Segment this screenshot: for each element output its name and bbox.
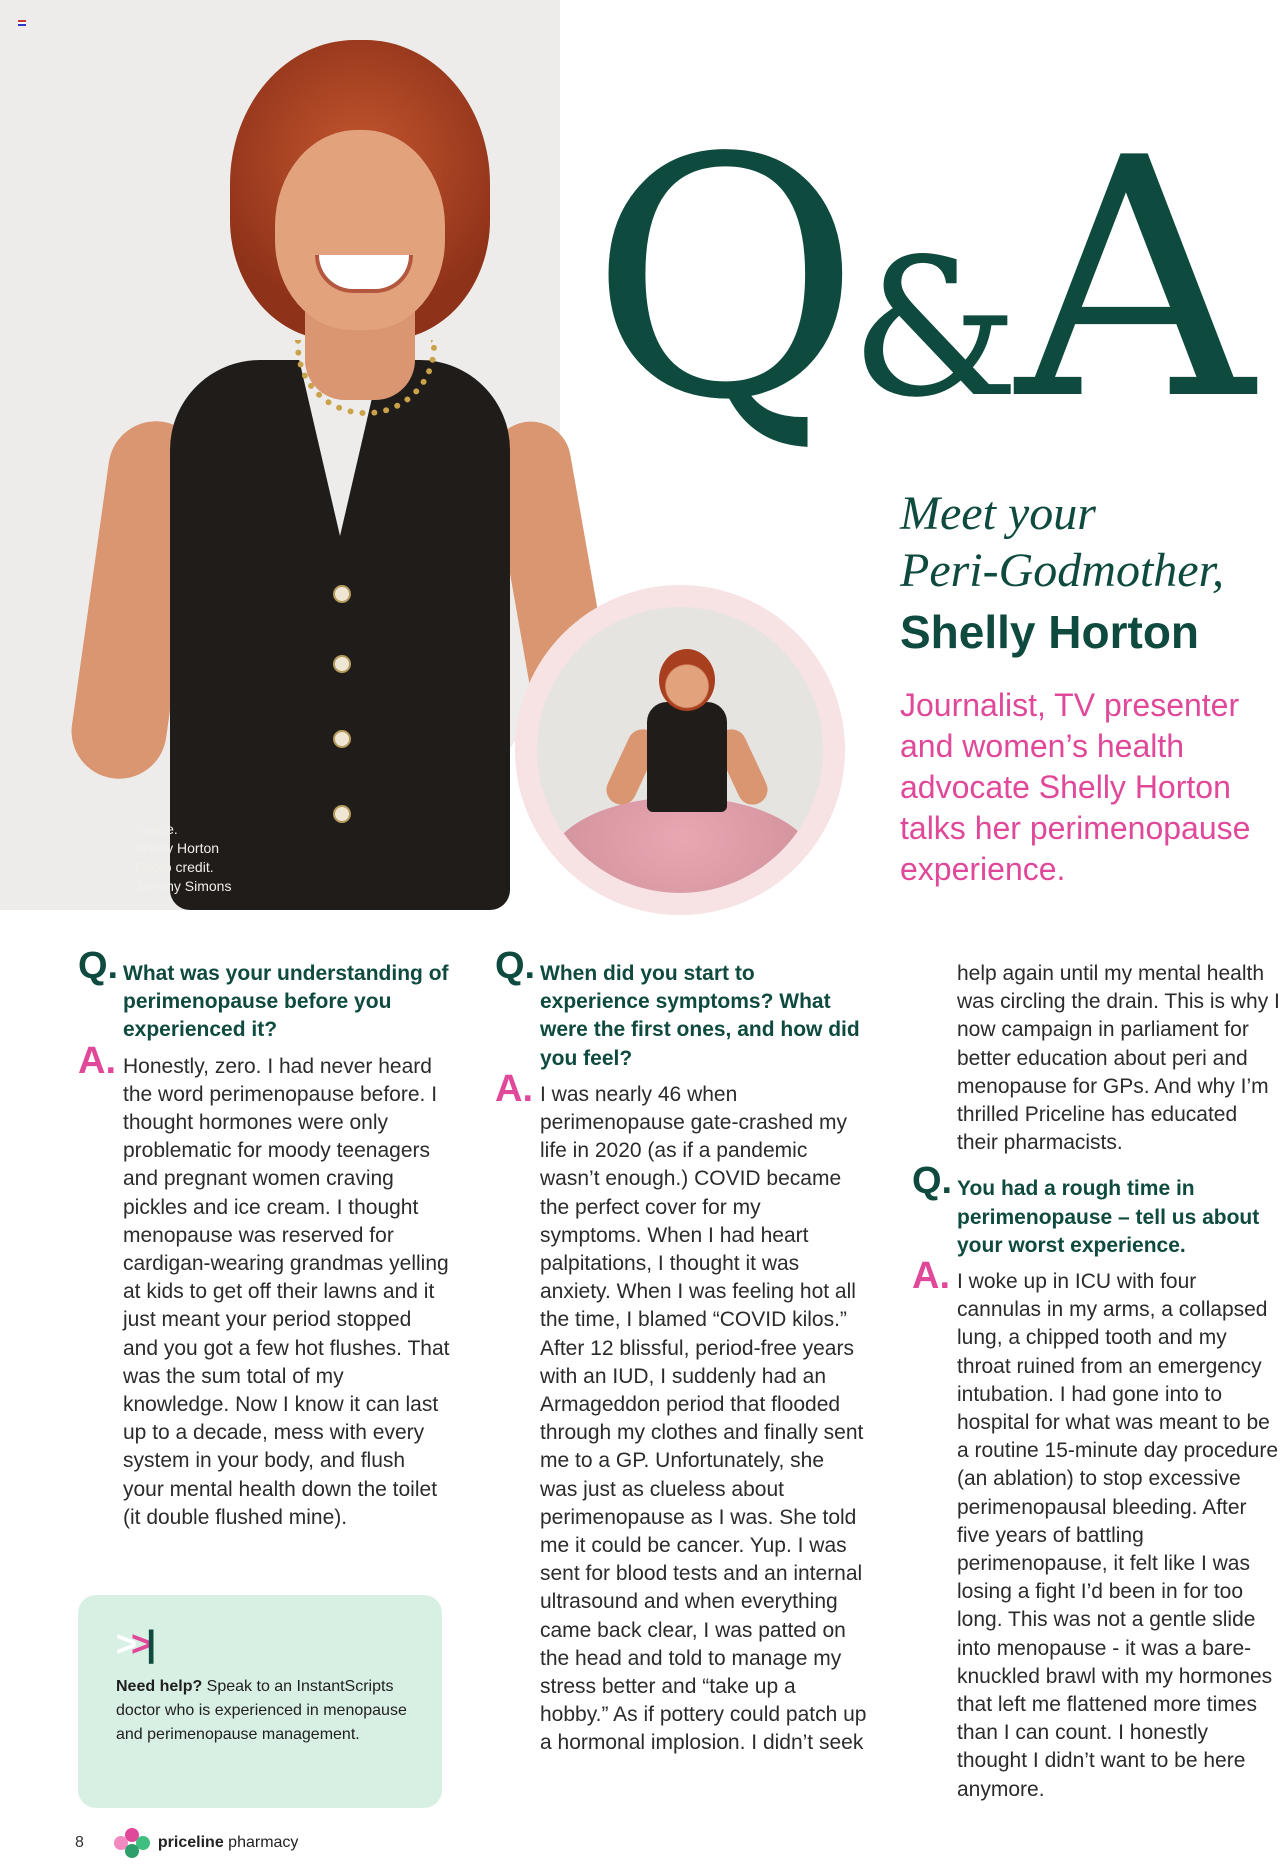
page-number: 8 [75,1834,84,1851]
brand-bold: priceline [157,1834,224,1851]
flag-icon [18,20,26,26]
title-amp: & [850,218,1016,439]
circle-photo-frame [515,585,845,915]
answer-marker: A. [912,1255,950,1298]
mini-head [659,649,715,711]
answer-text: Honestly, zero. I had never heard the word perimenopause before. I thought hormones were only problematic for moody teenagers and pregnant women craving pickles and ice cream. I thought menopause was reserved for cardigan-wearing grandmas yelling at kids to get off their lawns and it just meant your period stopped and you got a few hot flushes. That was the sum total of my knowledge. Now I know it can last up to a decade, mess with every system in your body, and flush your mental health down the toilet (it double flushed mine). [123,1054,450,1529]
question-text: What was your understanding of perimenopause before you experienced it? [123,962,449,1042]
vest-button [333,585,351,603]
answer-marker: A. [495,1067,533,1110]
question-marker: Q. [78,945,119,987]
circle-photo [537,607,823,893]
meet-line-2: Peri-Godmother, [900,544,1224,597]
question-marker: Q. [912,1160,953,1203]
arrow-next-icon: >>| [116,1623,151,1664]
intro-text: Journalist, TV presenter and women’s health advocate Shelly Horton talks her perimenopause experience. [900,687,1251,887]
qa-title [590,88,1245,472]
interviewee-name: Shelly Horton [900,606,1200,658]
mini-vest [647,702,727,812]
answer-text: I was nearly 46 when perimenopause gate-crashed my life in 2020 (as if a pandemic wasn’t enough.) COVID became the perfect cover for my symptoms. When I had heart palpitations, I thought it was anxiety. When I was feeling hot all the time, I blamed “COVID kilos.” After 12 blissful, period-free years with an IUD, I suddenly had an Armageddon period that flooded through my clothes and finally sent me to a GP. Unfortunately, she was just as clueless about perimenopause as I was. She told me it could be cancer. Yup. I was sent for blood tests and an internal ultrasound and when everything came back clear, I was patted on the head and told to manage my stress better and “take up a hobby.” As if pottery could patch up a hormonal implosion. I didn’t seek [540,1082,867,1755]
title-q: Q [590,88,851,472]
brand-rest: pharmacy [223,1834,299,1851]
title-a: A [1015,88,1245,472]
answer-text: help again until my mental health was circling the drain. This is why I now campaign in parliament for better education about peri and menopause for GPs. And why I’m thrilled Priceline has educated their pharmacists. [957,962,1280,1155]
priceline-cross-logo [114,1828,150,1858]
question-block [912,1160,1280,1260]
answer-marker: A. [78,1039,116,1082]
portrait-face [275,130,445,330]
help-bold: Need help? [116,1678,203,1695]
meet-line-1: Meet your [900,487,1096,540]
answer-block [495,1067,867,1758]
photo-credit [135,820,231,896]
credit-line: Photo credit. [135,859,214,875]
credit-line: Shelly Horton [135,840,220,856]
question-block [78,945,450,1045]
question-text: You had a rough time in perimenopause – tell us about your worst experience. [957,1177,1260,1257]
answer-text: I woke up in ICU with four cannulas in my arms, a collapsed lung, a chipped tooth and my throat ruined from an emergency intubation. I had gone into to hospital for what was meant to be a routine 15-minute day procedure (an ablation) to stop excessive perimenopausal bleeding. After five years of battling perimenopause, it felt like I was losing a fight I’d been in for too long. This was not a gentle slide into menopause - it was a bare-knuckled brawl with my hormones that left me flattened more times than I can count. I honestly thought I didn’t want to be here anymore. [957,1270,1279,1801]
column-1 [78,945,450,1532]
vest-button [333,730,351,748]
main-portrait-image [60,40,580,910]
column-3 [912,960,1280,1804]
help-body: Speak to an InstantScripts doctor who is experienced in menopause and perimenopause management. [116,1678,407,1743]
column-2 [495,945,867,1758]
credit-line: Jeremy Simons [135,878,232,894]
answer-block [912,1255,1280,1804]
brand-name [158,1834,299,1852]
help-callout [78,1595,442,1808]
answer-block [78,1039,450,1532]
question-block [495,945,867,1073]
credit-line: Image. [135,821,178,837]
answer-continued [912,960,1280,1157]
page-footer [75,1828,298,1858]
vest-button [333,655,351,673]
meet-heading [900,485,1224,599]
vest-button [333,805,351,823]
question-text: When did you start to experience symptoms? What were the first ones, and how did you feel? [540,962,860,1070]
question-marker: Q. [495,945,536,987]
help-text [116,1675,416,1747]
